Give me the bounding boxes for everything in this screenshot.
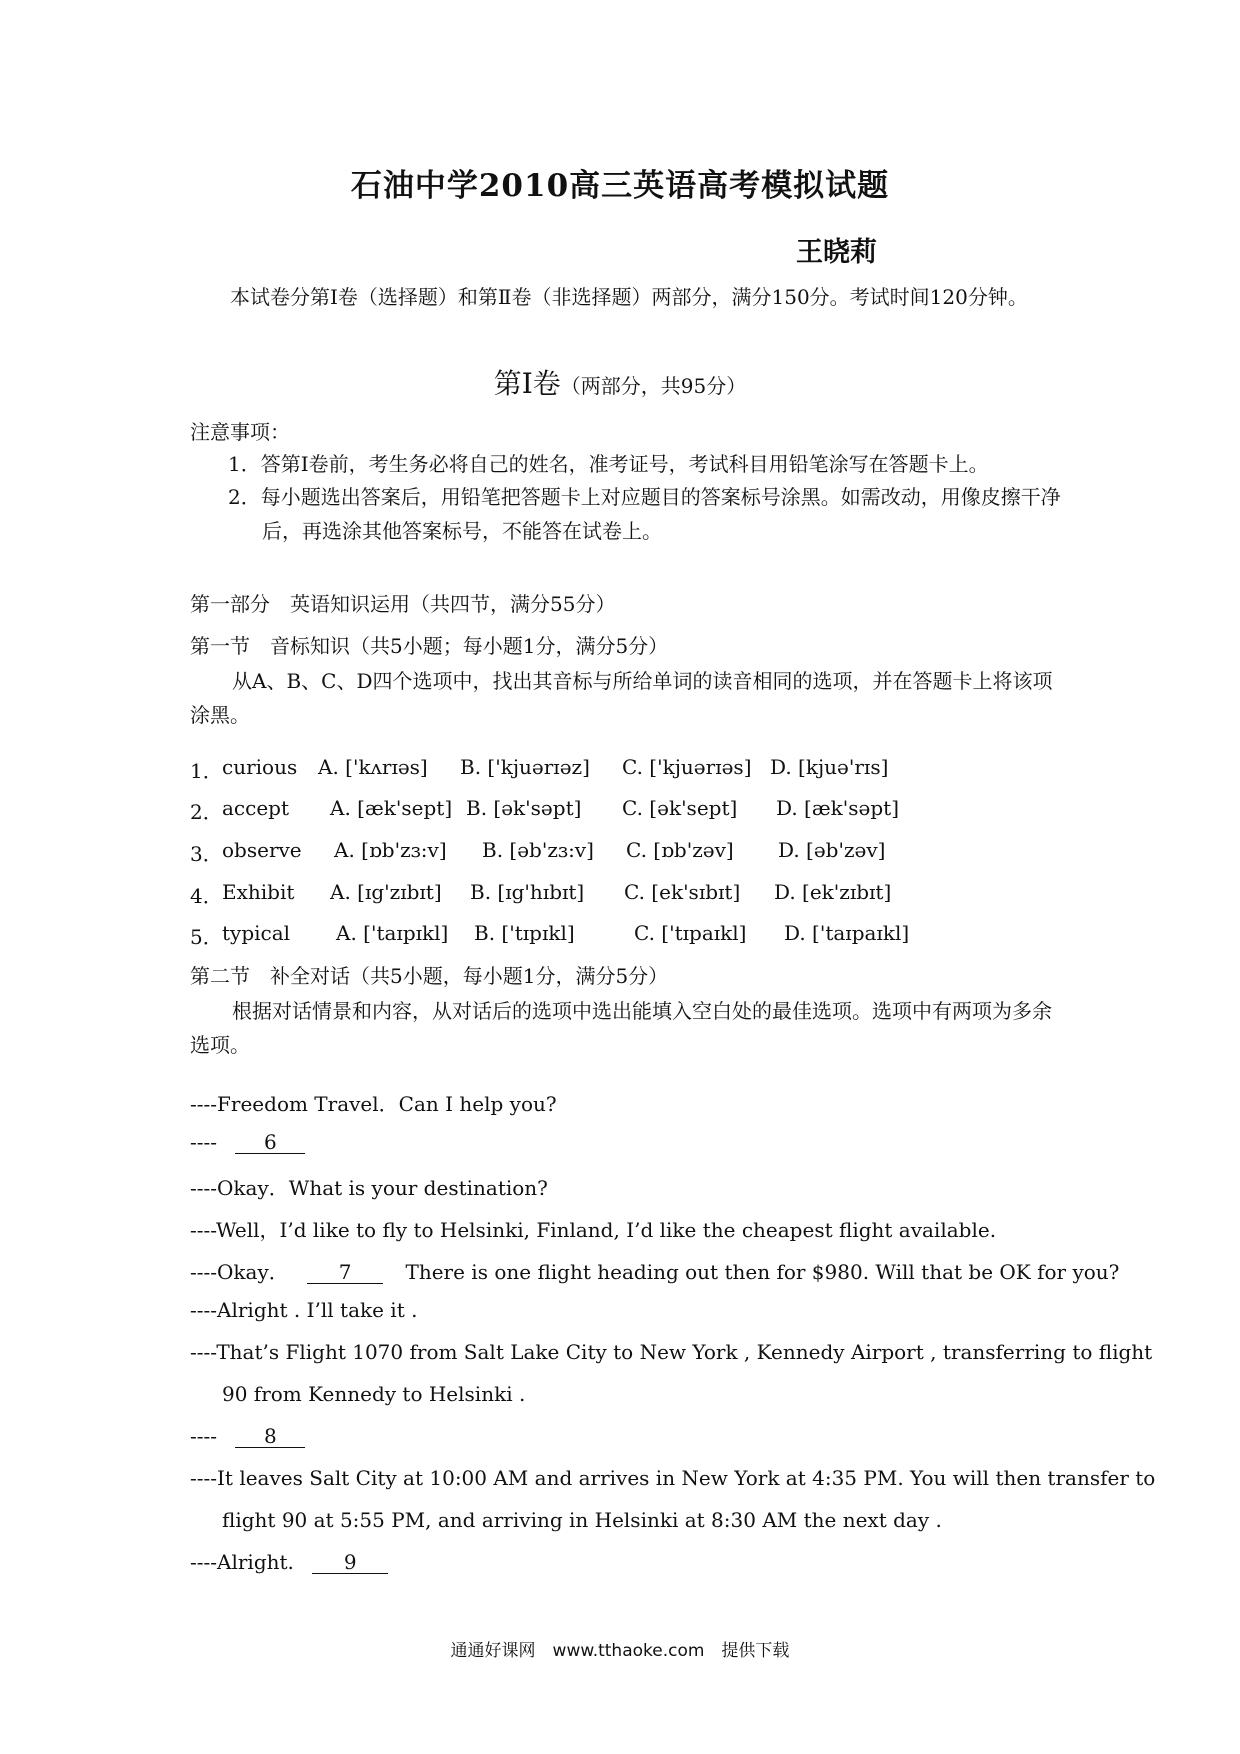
option-a: A. [ɒb'zɜ:v] — [334, 838, 447, 862]
option-b: B. [ək'səpt] — [466, 796, 582, 820]
dialogue-line-5 — [190, 1256, 1119, 1285]
dialogue-line-10 — [190, 1550, 388, 1574]
question-word: Exhibit — [222, 880, 295, 904]
blank-8[interactable]: 8 — [235, 1425, 305, 1448]
notice-item-1 — [228, 448, 1068, 477]
dialogue-line-6: ----Alright . I’ll take it . — [190, 1298, 418, 1322]
option-b: B. ['kjuərɪəz] — [460, 755, 590, 779]
question-word: observe — [222, 838, 302, 862]
notice-heading: 注意事项： — [190, 420, 290, 444]
volume-title-sub: （两部分，共95分） — [560, 374, 747, 398]
option-b: B. ['tɪpɪkl] — [474, 921, 575, 945]
dialogue-prefix: ---- — [190, 1130, 218, 1154]
part1-heading: 第一部分 英语知识运用（共四节，满分55分） — [190, 592, 616, 616]
notice-item-text: 答第Ⅰ卷前，考生务必将自己的姓名，准考证号，考试科目用铅笔涂写在答题卡上。 — [260, 452, 989, 476]
option-d: D. [əb'zəv] — [778, 838, 886, 862]
section1-heading: 第一节 音标知识（共5小题；每小题1分，满分5分） — [190, 634, 669, 658]
volume-title-main: 第Ⅰ卷 — [493, 367, 561, 400]
blank-7[interactable]: 7 — [307, 1261, 383, 1284]
dialogue-text: There is one flight heading out then for $980. Will that be OK for you? — [405, 1260, 1120, 1284]
option-c: C. [ək'sept] — [622, 796, 738, 820]
question-row-3 — [190, 838, 950, 868]
option-d: D. [æk'səpt] — [776, 796, 899, 820]
notice-item-num: 1． — [228, 452, 261, 476]
question-word: curious — [222, 755, 298, 779]
question-row-5 — [190, 921, 950, 951]
dialogue-prefix: ----Okay． — [190, 1260, 289, 1284]
author-name: 王晓莉 — [796, 237, 877, 268]
notice-item-text: 每小题选出答案后，用铅笔把答题卡上对应题目的答案标号涂黑。如需改动，用像皮擦干净后，再选涂其他答案标号，不能答在试卷上。 — [260, 485, 1061, 543]
option-c: C. [ek'sɪbɪt] — [624, 880, 741, 904]
option-c: C. ['tɪpaɪkl] — [634, 921, 747, 945]
question-number: 4． — [190, 884, 223, 908]
option-a: A. ['kʌrɪəs] — [318, 755, 428, 779]
dialogue-line-9a: ----It leaves Salt City at 10:00 AM and arrives in New York at 4:35 PM. You will then transfer to — [190, 1466, 1156, 1490]
question-row-2 — [190, 796, 950, 826]
dialogue-prefix: ----Alright. — [190, 1550, 294, 1574]
option-c: C. [ɒb'zəv] — [626, 838, 734, 862]
section2-instruction: 根据对话情景和内容，从对话后的选项中选出能填入空白处的最佳选项。选项中有两项为多余选项。 — [190, 999, 1052, 1057]
dialogue-line-7a: ----That’s Flight 1070 from Salt Lake City to New York , Kennedy Airport , transferring to flight — [190, 1340, 1153, 1364]
intro-paragraph: 本试卷分第Ⅰ卷（选择题）和第Ⅱ卷（非选择题）两部分，满分150分。考试时间120分钟。 — [230, 285, 1028, 309]
notice-item-num: 2． — [228, 485, 261, 509]
dialogue-prefix: ---- — [190, 1424, 218, 1448]
page-footer: 通通好课网 www.tthaoke.com 提供下载 — [450, 1641, 790, 1661]
dialogue-line-8 — [190, 1424, 305, 1448]
question-word: accept — [222, 796, 290, 820]
blank-9[interactable]: 9 — [312, 1551, 388, 1574]
question-number: 3． — [190, 842, 223, 866]
notice-item-2 — [228, 480, 1088, 548]
question-number: 5． — [190, 925, 223, 949]
option-a: A. [æk'sept] — [330, 796, 453, 820]
option-b: B. [əb'zɜ:v] — [482, 838, 594, 862]
question-row-4 — [190, 880, 950, 910]
dialogue-line-9b: flight 90 at 5:55 PM, and arriving in Helsinki at 8:30 AM the next day . — [222, 1508, 942, 1532]
volume-title — [0, 362, 1240, 402]
dialogue-line-1: ----Freedom Travel．Can I help you? — [190, 1092, 557, 1116]
option-d: D. [kjuə'rɪs] — [770, 755, 889, 779]
question-row-1 — [190, 755, 950, 785]
option-d: D. ['taɪpaɪkl] — [784, 921, 910, 945]
dialogue-line-2 — [190, 1130, 305, 1154]
option-a: A. [ɪg'zɪbɪt] — [330, 880, 442, 904]
question-word: typical — [222, 921, 291, 945]
dialogue-line-7b: 90 from Kennedy to Helsinki . — [222, 1382, 526, 1406]
question-number: 1． — [190, 759, 223, 783]
option-d: D. [ek'zɪbɪt] — [774, 880, 892, 904]
section2-heading: 第二节 补全对话（共5小题，每小题1分，满分5分） — [190, 964, 669, 988]
blank-6[interactable]: 6 — [235, 1131, 305, 1154]
page-title: 石油中学2010高三英语高考模拟试题 — [350, 168, 890, 204]
dialogue-line-3: ----Okay．What is your destination? — [190, 1176, 548, 1200]
option-a: A. ['taɪpɪkl] — [336, 921, 449, 945]
dialogue-line-4: ----Well，I’d like to fly to Helsinki, Finland, I’d like the cheapest flight available. — [190, 1218, 997, 1242]
section1-instruction: 从A、B、C、D四个选项中，找出其音标与所给单词的读音相同的选项，并在答题卡上将该项涂黑。 — [190, 669, 1053, 727]
option-b: B. [ɪg'hɪbɪt] — [470, 880, 585, 904]
question-number: 2． — [190, 800, 223, 824]
option-c: C. ['kjuərɪəs] — [622, 755, 752, 779]
